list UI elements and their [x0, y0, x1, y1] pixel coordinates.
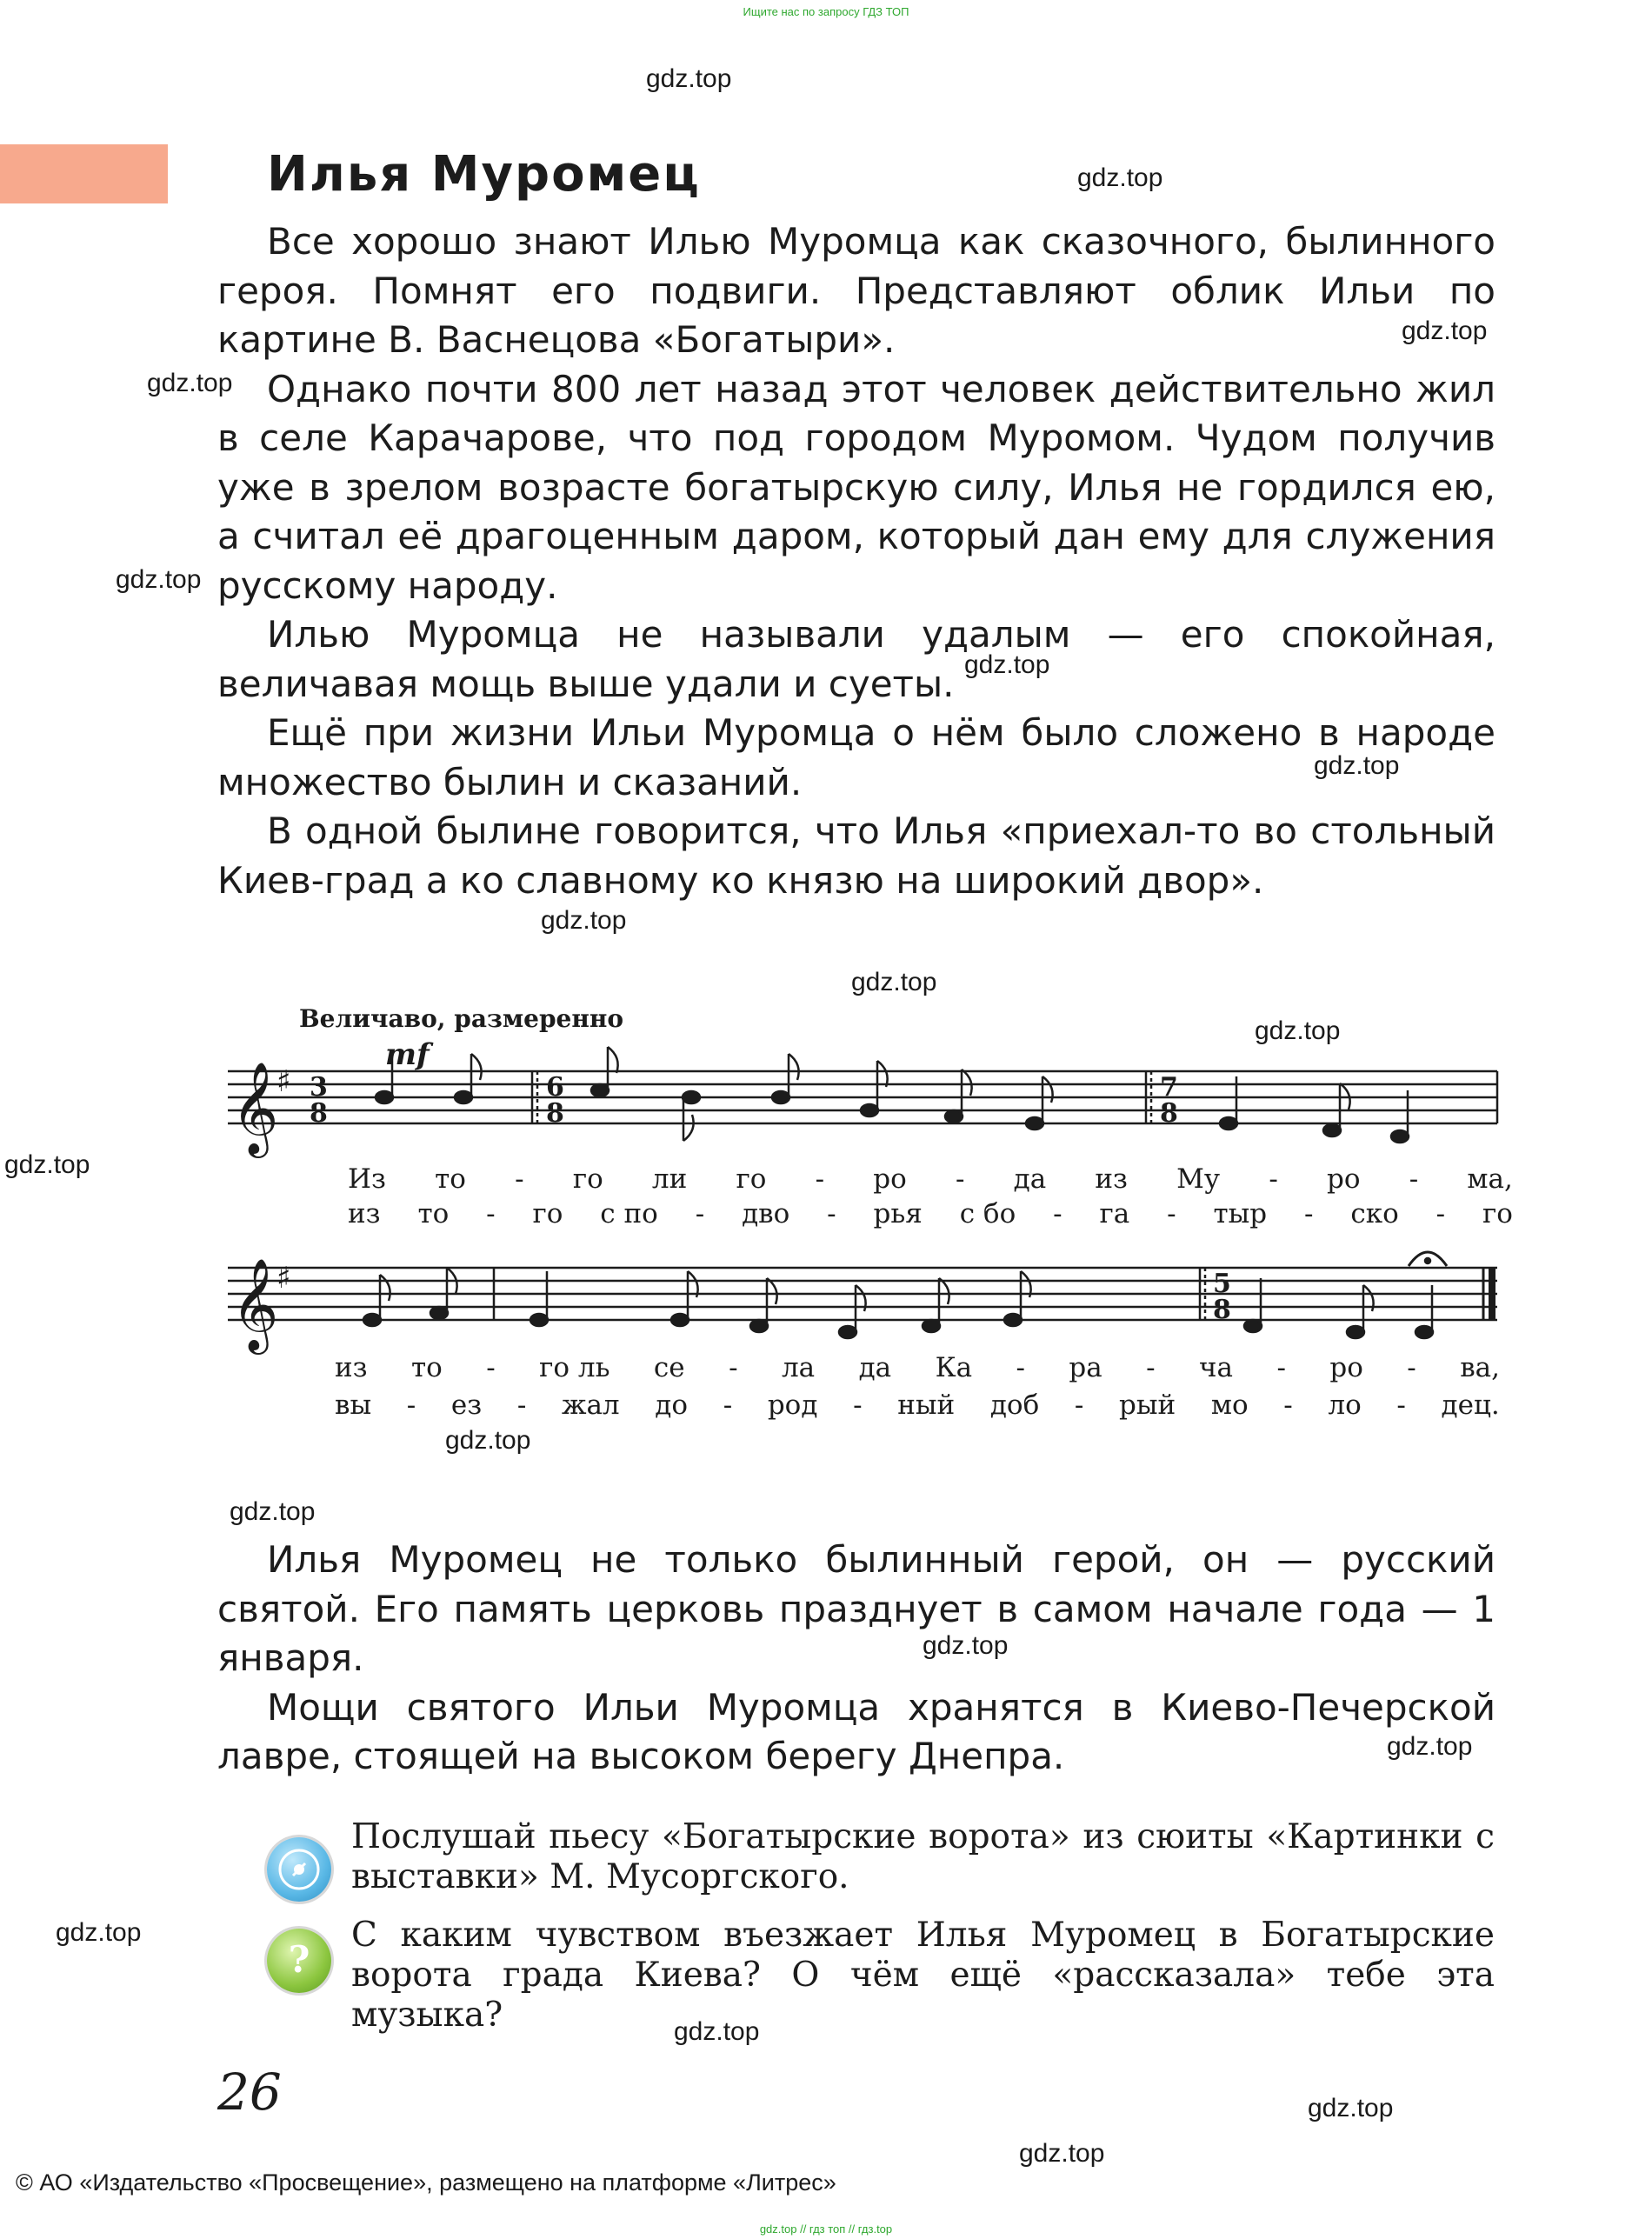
note	[945, 1110, 963, 1123]
top-notice: Ищите нас по запросу ГДЗ ТОП	[743, 5, 909, 18]
note	[1323, 1124, 1341, 1136]
note	[530, 1314, 548, 1326]
note	[1004, 1314, 1022, 1326]
watermark: gdz.top	[1077, 163, 1163, 192]
listen-disc-icon	[267, 1837, 331, 1902]
key-sharp: ♯	[276, 1261, 291, 1296]
tempo-marking: Величаво, размеренно	[299, 1004, 624, 1033]
watermark: gdz.top	[646, 64, 732, 93]
paragraph: Все хорошо знают Илью Муромца как сказочного, былинного героя. Помнят его подвиги. Представляют облик Ильи по картине В. Васнецова «Богатыри».	[217, 220, 1495, 361]
paragraph: Ещё при жизни Ильи Муромца о нём было сложено в народе множество былин и сказаний.	[217, 711, 1495, 803]
watermark: gdz.top	[1314, 751, 1400, 780]
watermark: gdz.top	[923, 1631, 1009, 1660]
note	[591, 1084, 609, 1096]
time-sig-3-8: 8	[310, 1098, 328, 1129]
watermark: gdz.top	[1019, 2139, 1105, 2168]
watermark: gdz.top	[147, 369, 233, 397]
main-text-2	[217, 1536, 1495, 1782]
note	[455, 1091, 472, 1103]
question-icon	[267, 1929, 331, 1993]
note	[772, 1091, 789, 1103]
dynamic-marking: mf	[385, 1037, 430, 1072]
note	[750, 1320, 768, 1332]
treble-clef: 𝄞	[231, 1257, 279, 1350]
paragraph: В одной былине говорится, что Илья «приехал-то во стольный Киев-град а ко славному ко князю на широкий двор».	[217, 810, 1495, 902]
note	[1244, 1320, 1262, 1332]
time-sig-5-8: 8	[1213, 1295, 1231, 1325]
treble-clef: 𝄞	[231, 1061, 279, 1154]
time-sig-5-8: 5	[1213, 1269, 1231, 1299]
watermark: gdz.top	[1387, 1732, 1473, 1761]
watermark: gdz.top	[4, 1150, 90, 1179]
time-sig-7-8: 7	[1160, 1072, 1178, 1103]
watermark: gdz.top	[230, 1497, 316, 1526]
page-title: Илья Муромец	[267, 146, 701, 203]
key-sharp: ♯	[276, 1064, 291, 1099]
paragraph: Мощи святого Ильи Муромца хранятся в Киево-Печерской лавре, стоящей на высоком берегу Днепра.	[217, 1685, 1495, 1777]
time-sig-7-8: 8	[1160, 1098, 1178, 1129]
note	[1347, 1326, 1364, 1338]
note	[363, 1314, 381, 1326]
watermark: gdz.top	[445, 1426, 531, 1455]
staff-lines-1	[228, 1071, 1497, 1123]
page-number: 26	[217, 2062, 282, 2122]
note	[683, 1091, 700, 1103]
lyrics-row1-verse1: Из то - го ли го - ро - да из Му - ро - ма,	[348, 1163, 1513, 1195]
paragraph: Илью Муромца не называли удалым — его спокойная, величавая мощь выше удали и суеты.	[217, 613, 1495, 705]
note	[430, 1307, 448, 1319]
time-sig-3-8: 3	[310, 1072, 328, 1103]
watermark: gdz.top	[116, 565, 202, 594]
svg-text:?: ?	[288, 1938, 310, 1981]
lyrics-row2-verse2: вы - ез - жал до - род - ный доб - рый мо - ло - дец.	[335, 1389, 1500, 1421]
watermark: gdz.top	[1255, 1016, 1341, 1045]
note	[1026, 1117, 1043, 1129]
copyright: © АО «Издательство «Просвещение», размещено на платформе «Литрес»	[16, 2169, 836, 2196]
note	[1220, 1117, 1237, 1129]
note	[1391, 1130, 1409, 1143]
task-listen: Послушай пьесу «Богатырские ворота» из сюиты «Картинки с выставки» М. Мусоргского.	[351, 1817, 1495, 1896]
watermark: gdz.top	[674, 2017, 760, 2046]
note	[671, 1314, 689, 1326]
watermark: gdz.top	[541, 906, 627, 935]
note	[376, 1091, 393, 1103]
note	[861, 1104, 878, 1116]
time-sig-6-8: 6	[546, 1072, 564, 1103]
time-sig-6-8: 8	[546, 1098, 564, 1129]
lyrics-row1-verse2: из то - го с по - дво - рья с бо - га - тыр - ско - го	[348, 1198, 1513, 1229]
lyrics-row2-verse1: из то - го ль се - ла да Ка - ра - ча - ро - ва,	[335, 1352, 1500, 1383]
paragraph: Однако почти 800 лет назад этот человек действительно жил в селе Карачарове, что под городом Муромом. Чудом получив уже в зрелом возрасте богатырскую силу, Илья не гордился ею, а считал её драгоценным даром, который дан ему для служения русскому народу.	[217, 367, 1495, 607]
watermark: gdz.top	[964, 650, 1050, 679]
note	[1416, 1326, 1433, 1338]
watermark: gdz.top	[1402, 317, 1488, 345]
watermark: gdz.top	[1308, 2094, 1394, 2122]
note	[923, 1320, 940, 1332]
watermark: gdz.top	[56, 1918, 142, 1947]
note	[839, 1326, 856, 1338]
bottom-notice: gdz.top // гдз топ // гдз.top	[759, 2222, 893, 2236]
task-question: С каким чувством въезжает Илья Муромец в Богатырские ворота града Киева? О чём ещё «рассказала» тебе эта музыка?	[351, 1916, 1495, 2035]
watermark: gdz.top	[851, 968, 937, 996]
paragraph: Илья Муромец не только былинный герой, он — русский святой. Его память церковь празднует в самом начале года — 1 января.	[217, 1538, 1495, 1679]
